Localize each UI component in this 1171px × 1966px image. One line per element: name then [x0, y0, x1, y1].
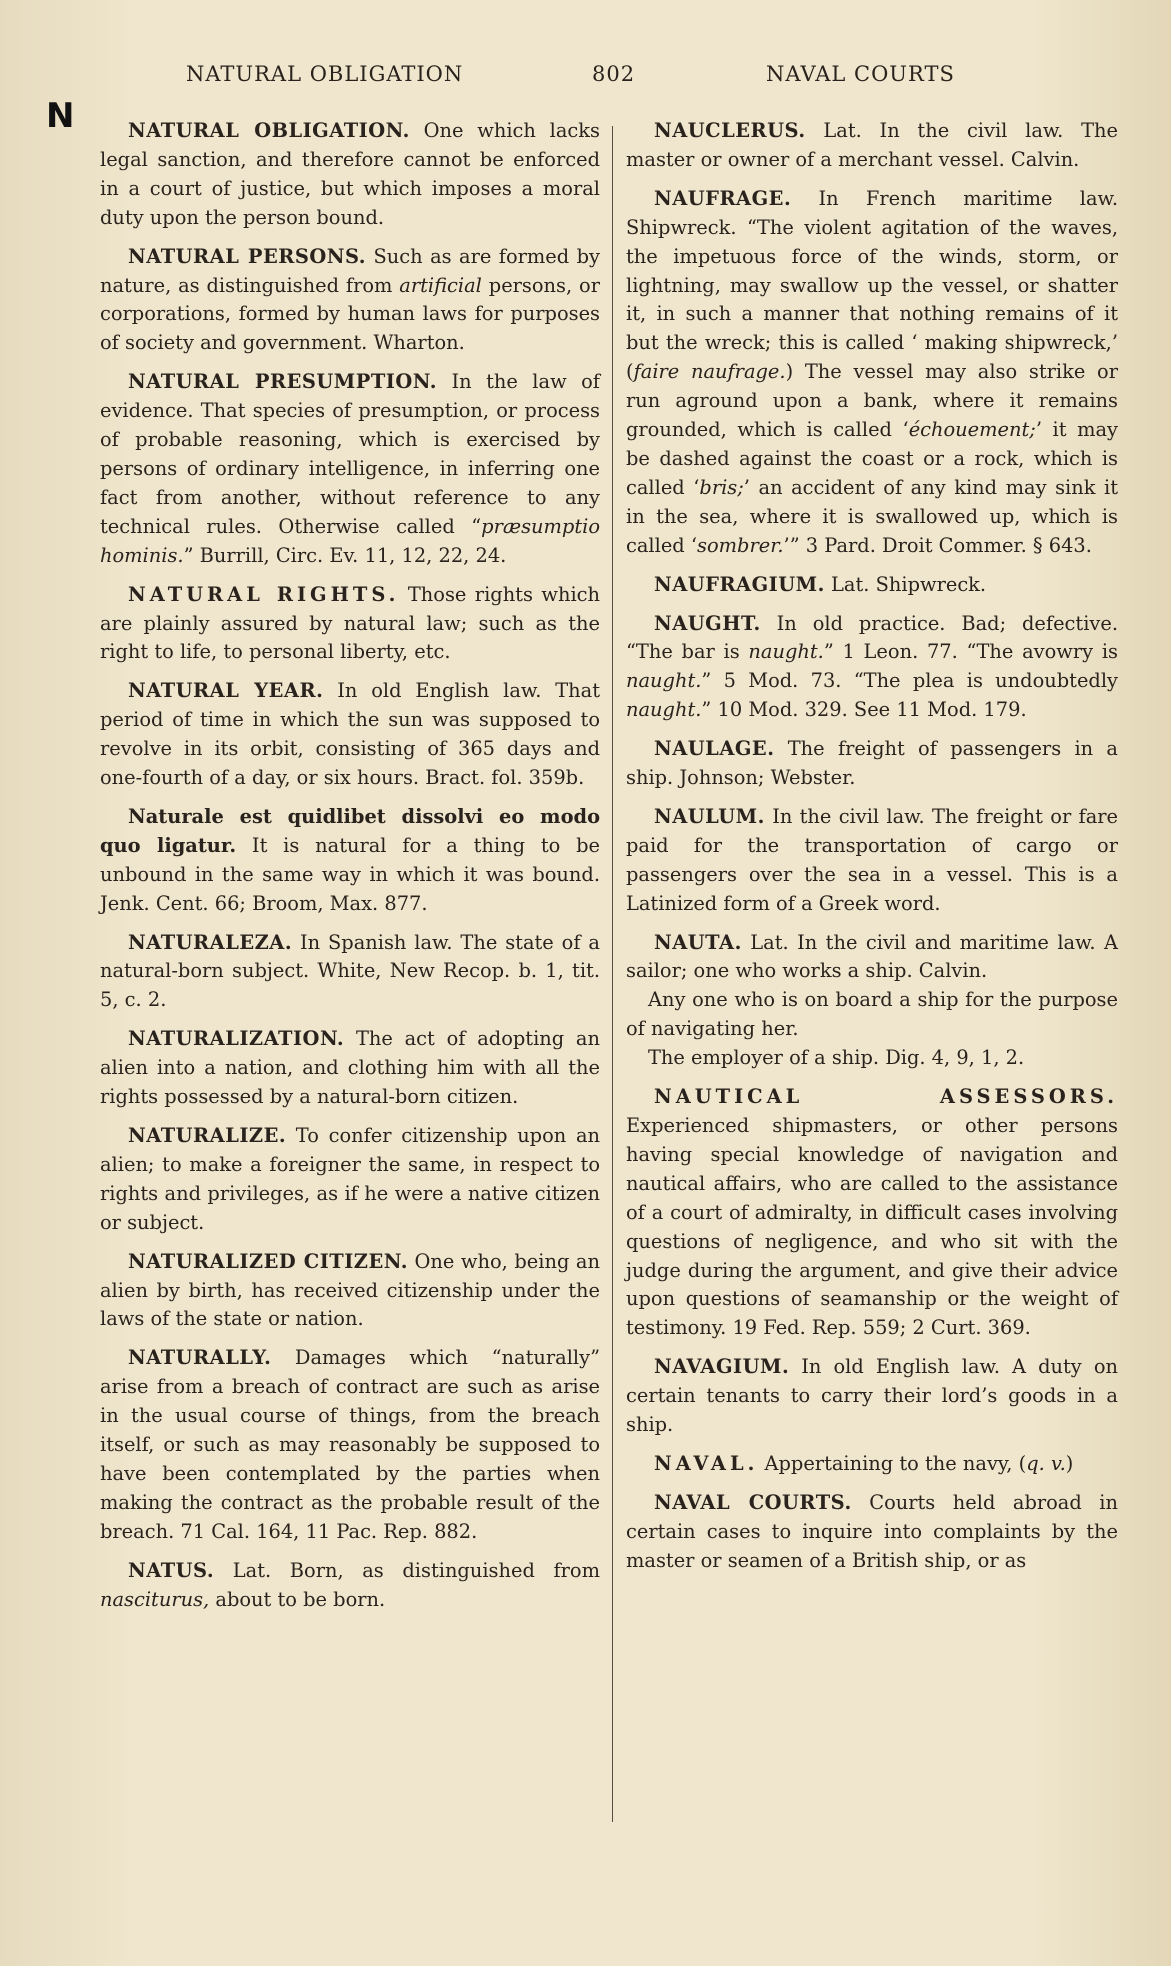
- definition-text: persons, or corporations, formed by human laws for purposes of society and government. Wharton.: [100, 273, 600, 355]
- italic-term: naught.: [748, 640, 824, 664]
- entry-nauta-sense-3: [626, 1044, 1118, 1073]
- definition-text: In French maritime law. Shipwreck. “The violent agitation of the waves, the impetuous force of the winds, storm, or lightning, may swallow up the vessel, or shatter it, in such a manner that nothing remains of it but the wreck; this is called ‘ making shipwreck,’ (: [626, 186, 1118, 384]
- definition-text: ) The vessel may also strike or run aground upon a bank, where it remains grounded, which is called ‘: [626, 360, 1118, 442]
- definition-text: The act of adopting an alien into a nation, and clothing him with all the rights possessed by a natural-born citizen.: [100, 1027, 600, 1109]
- running-head: [0, 62, 1171, 102]
- entry-naught: [626, 610, 1118, 726]
- italic-term: naught.: [626, 669, 702, 693]
- definition-text: Courts held abroad in certain cases to inquire into complaints by the master or seamen of a British ship, or as: [626, 1490, 1119, 1572]
- entry-maxim-naturale-est: [100, 803, 600, 919]
- headword: NAVAGIUM.: [654, 1355, 790, 1379]
- definition-text: Lat. In the civil and maritime law. A sailor; one who works a ship. Calvin.: [626, 930, 1118, 983]
- definition-text: Damages which “naturally” arise from a breach of contract are such as arise in the usual course of things, from the breach itself, or such as may reasonably be supposed to have been contemplated by the parties when making the contract as the probable result of the breach. 71 Cal. 164, 11 Pac. Rep. 882.: [100, 1346, 600, 1543]
- entry-natural-obligation: [100, 117, 600, 233]
- entry-nauta-sense-2: [626, 986, 1118, 1044]
- italic-term: artificial: [399, 273, 482, 297]
- entry-natural-year: [100, 677, 600, 793]
- entry-naufrage: [626, 185, 1118, 561]
- definition-text: Such as are formed by nature, as distinguished from: [100, 244, 600, 297]
- headword: NATURALIZE.: [128, 1124, 287, 1147]
- headword: NATURAL RIGHTS.: [128, 582, 400, 606]
- definition-text: In the civil law. The freight or fare paid for the transportation of cargo or passengers over the sea in a vessel. This is a Latinized form of a Greek word.: [626, 804, 1118, 915]
- entry-naulage: [626, 735, 1118, 793]
- definition-text: ” 10 Mod. 329. See 11 Mod. 179.: [701, 698, 1027, 722]
- headword: NATURALLY.: [128, 1346, 272, 1370]
- headword: NAULUM.: [654, 804, 765, 828]
- entry-natural-persons: [100, 243, 600, 359]
- definition-text: ” Burrill, Circ. Ev. 11, 12, 22, 24.: [183, 543, 507, 567]
- italic-term: échouement;: [908, 418, 1036, 442]
- running-head-first-term: NATURAL OBLIGATION: [186, 62, 464, 86]
- definition-text: The employer of a ship. Dig. 4, 9, 1, 2.: [648, 1046, 1025, 1070]
- headword: NAUFRAGE.: [654, 186, 792, 210]
- italic-term: sombrer.: [697, 533, 784, 557]
- entry-nauclerus: [626, 117, 1118, 175]
- headword: NATUS.: [128, 1558, 215, 1582]
- headword: NAUFRAGIUM.: [654, 572, 825, 596]
- definition-text: In the law of evidence. That species of presumption, or process of probable reasoning, which is exercised by persons of ordinary intelligence, in inferring one fact from another, without reference to any technical rules. Otherwise called “: [100, 370, 600, 538]
- definition-text: One who, being an alien by birth, has received citizenship under the laws of the state or nation.: [100, 1249, 600, 1331]
- entry-naufragium: [626, 571, 1118, 600]
- entry-naturalized-citizen: [100, 1248, 600, 1335]
- column-divider: [612, 126, 613, 1822]
- headword: Naturale est quidlibet dissolvi eo modo quo ligatur.: [100, 804, 600, 857]
- italic-term: q. v.: [1026, 1451, 1066, 1475]
- headword: NATURALIZED CITIZEN.: [128, 1249, 408, 1273]
- definition-text: Those rights which are plainly assured by natural law; such as the right to life, to personal liberty, etc.: [100, 582, 600, 664]
- definition-text: Lat. Shipwreck.: [824, 572, 987, 596]
- definition-text: The freight of passengers in a ship. Johnson; Webster.: [626, 737, 1118, 790]
- definition-text: In Spanish law. The state of a natural-born subject. White, New Recop. b. 1, tit. 5, c. 2.: [100, 930, 600, 1012]
- italic-term: bris;: [699, 475, 744, 499]
- entry-natus: [100, 1557, 600, 1615]
- definition-text: ” 5 Mod. 73. “The plea is undoubtedly: [701, 669, 1118, 693]
- entry-nautical-assessors: [626, 1083, 1118, 1343]
- entry-naval-courts: [626, 1489, 1118, 1576]
- definition-text: In old practice. Bad; defective. “The bar is: [626, 611, 1118, 664]
- entry-naturalize: [100, 1122, 600, 1238]
- headword: NAVAL COURTS.: [654, 1490, 852, 1514]
- entry-navagium: [626, 1353, 1118, 1440]
- running-head-last-term: NAVAL COURTS: [766, 62, 955, 86]
- headword: NAUCLERUS.: [654, 119, 806, 142]
- page-number: 802: [592, 62, 636, 86]
- definition-text: It is natural for a thing to be unbound in the same way in which it was bound. Jenk. Cent. 66; Broom, Max. 877.: [100, 833, 600, 915]
- headword: NATURAL PERSONS.: [128, 244, 367, 268]
- italic-term: præsumptio hominis.: [100, 514, 600, 567]
- entry-natural-presumption: [100, 368, 600, 570]
- headword: NATURALEZA.: [128, 930, 293, 954]
- entry-naturally: [100, 1344, 600, 1546]
- entry-naval: [626, 1450, 1118, 1479]
- thumb-index-letter: N: [46, 96, 75, 136]
- definition-text: Appertaining to the navy, (: [758, 1451, 1027, 1475]
- definition-text: In old English law. A duty on certain tenants to carry their lord’s goods in a ship.: [626, 1355, 1118, 1437]
- definition-text: ’ it may be dashed against the coast or a rock, which is called ‘: [626, 418, 1118, 499]
- definition-text: To confer citizenship upon an alien; to make a foreigner the same, in respect to rights and privileges, as if he were a native citizen or subject.: [100, 1124, 600, 1234]
- headword: NATURALIZATION.: [128, 1027, 345, 1051]
- entry-naturaleza: [100, 929, 600, 1016]
- definition-text: Any one who is on board a ship for the purpose of navigating her.: [626, 988, 1118, 1041]
- definition-text: Experienced shipmasters, or other persons having special knowledge of navigation and nautical affairs, who are called to the assistance of a court of admiralty, in difficult cases involving questions of negligence, and who sit with the judge during the argument, and give their advice upon questions of seamanship or the weight of testimony. 19 Fed. Rep. 559; 2 Curt. 369.: [626, 1114, 1118, 1340]
- definition-text: ’” 3 Pard. Droit Commer. § 643.: [783, 533, 1092, 557]
- headword: NATURAL PRESUMPTION.: [128, 370, 437, 394]
- right-column: [626, 117, 1118, 1576]
- headword: NAVAL.: [654, 1451, 759, 1475]
- headword: NAULAGE.: [654, 737, 775, 761]
- headword: NAUGHT.: [654, 611, 761, 635]
- headword: NAUTICAL ASSESSORS.: [654, 1085, 1118, 1109]
- definition-text: ” 1 Leon. 77. “The avowry is: [823, 640, 1118, 664]
- definition-text: Lat. In the civil law. The master or owner of a merchant vessel. Calvin.: [626, 119, 1118, 171]
- entry-nauta: [626, 929, 1118, 987]
- headword: NATURAL OBLIGATION.: [128, 119, 410, 142]
- headword: NATURAL YEAR.: [128, 679, 324, 703]
- italic-term: naught.: [626, 698, 702, 722]
- entry-natural-rights: [100, 581, 600, 668]
- headword: NAUTA.: [654, 930, 742, 954]
- definition-text: ’ an accident of any kind may sink it in the sea, where it is swallowed up, which is called ‘: [626, 475, 1118, 557]
- italic-term: nasciturus,: [100, 1587, 210, 1611]
- italic-term: faire naufrage.: [633, 360, 786, 384]
- definition-text: about to be born.: [209, 1587, 386, 1611]
- definition-text: One which lacks legal sanction, and therefore cannot be enforced in a court of justice, but which imposes a moral duty upon the person bound.: [100, 119, 600, 229]
- entry-naulum: [626, 803, 1118, 919]
- definition-text: Lat. Born, as distinguished from: [214, 1558, 600, 1582]
- entry-naturalization: [100, 1025, 600, 1112]
- definition-text: ): [1065, 1451, 1074, 1475]
- definition-text: In old English law. That period of time in which the sun was supposed to revolve in its orbit, consisting of 365 days and one-fourth of a day, or six hours. Bract. fol. 359b.: [100, 679, 600, 790]
- left-column: [100, 117, 600, 1615]
